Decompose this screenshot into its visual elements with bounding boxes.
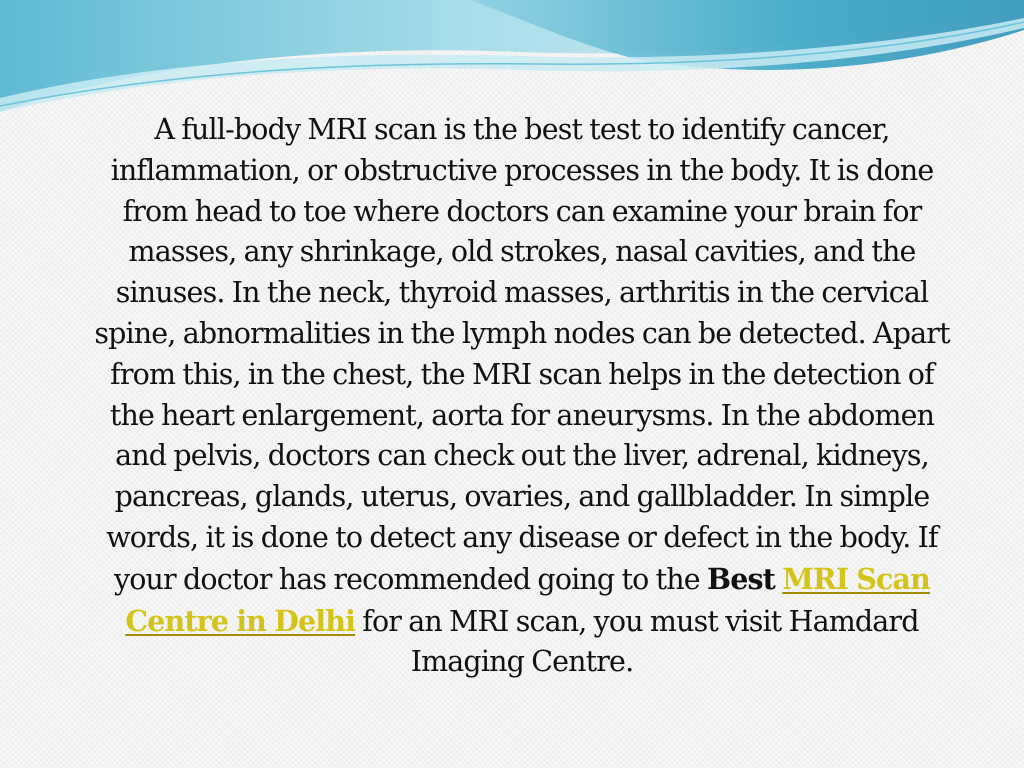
mri-scan-centre-link[interactable]: MRI Scan Centre in Delhi — [125, 561, 931, 638]
body-text-main: A full-body MRI scan is the best test to identify cancer, inflammation, or obstructive processes in the body. It is done from head to toe where doctors can examine your brain for masses, any shrinkage, old strokes, nasal cavities, and the sinuses. In the neck, thyroid masses, arthritis in the cervical spine, abnormalities in the lymph nodes can be detected. Apart from this, in the chest, the MRI scan helps in the detection of the heart enlargement, aorta for aneurysms. In the abdomen and pelvis, doctors can check out the liver, adrenal, kidneys, pancreas, glands, uterus, ovaries, and gallbladder. In simple words, it is done to detect any disease or defect in the body. If your doctor has recommended going to the — [94, 113, 950, 596]
body-text-bold: Best — [706, 561, 775, 596]
slide-body-paragraph — [92, 110, 952, 683]
body-text-closing: for an MRI scan, you must visit Hamdard Imaging Centre. — [355, 604, 919, 679]
